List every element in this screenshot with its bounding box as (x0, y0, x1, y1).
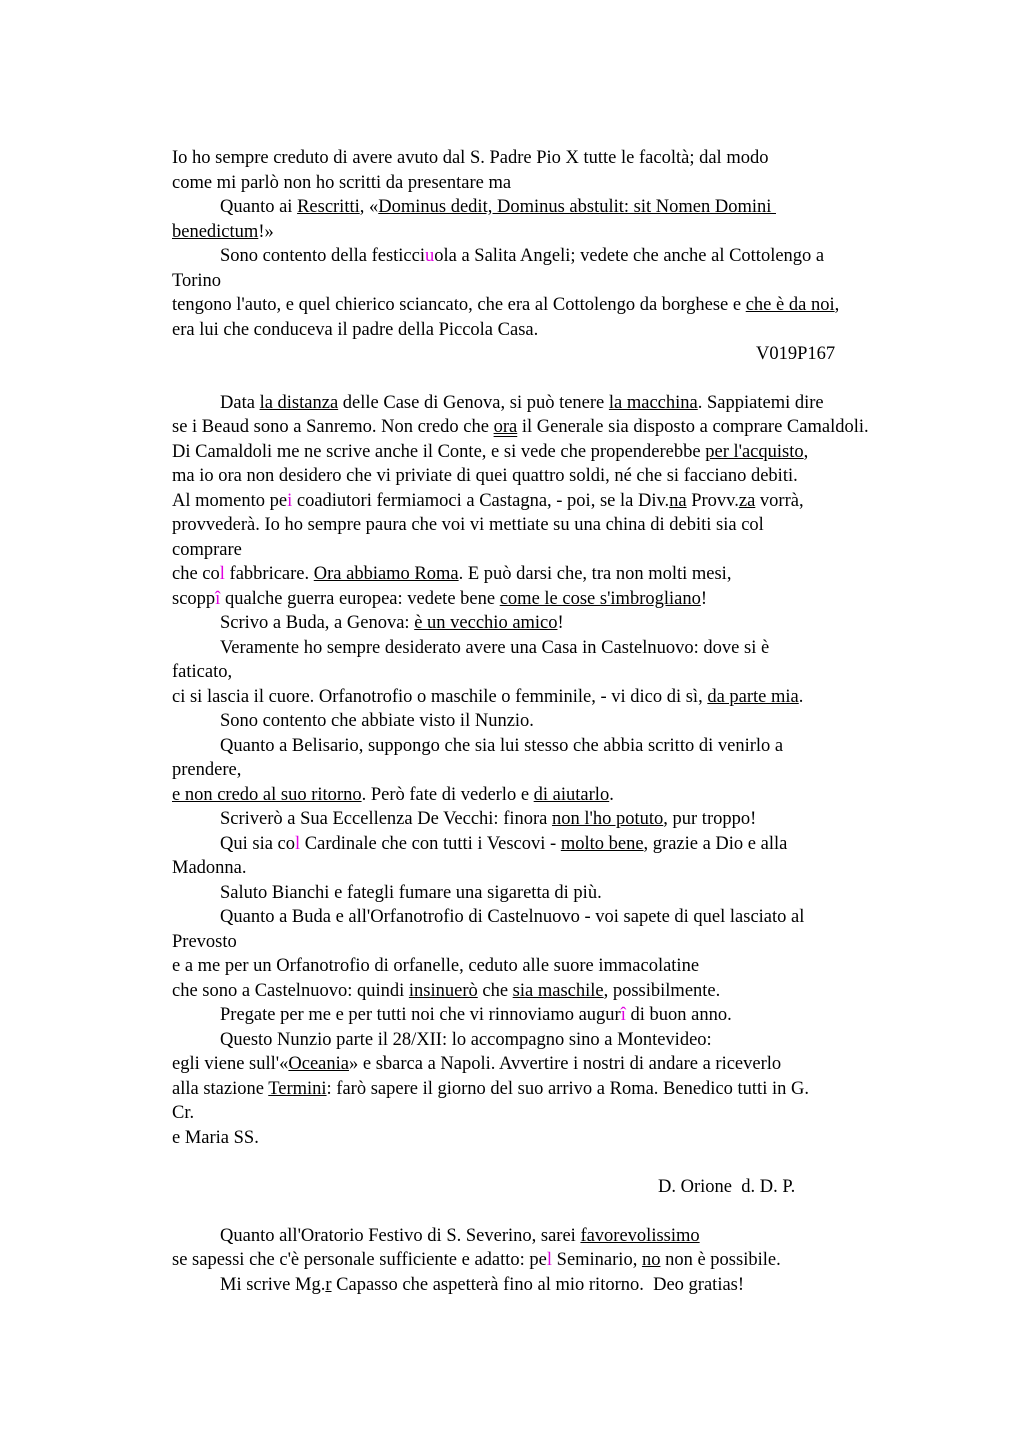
text-line (172, 1077, 809, 1102)
text-line (220, 1224, 700, 1249)
underlined-text: è un vecchio amico (414, 613, 558, 633)
text-line (172, 318, 538, 343)
text-run: , grazie a Dio e alla (643, 834, 788, 854)
highlighted-letter: î (620, 1005, 626, 1025)
underlined-text: Rescritti (297, 197, 360, 217)
text-line (172, 269, 221, 294)
text-line (172, 171, 511, 196)
underlined-text: insinuerò (408, 981, 478, 1001)
text-run: Quanto a Buda e all'Orfanotrofio di Castelnuovo - voi sapete di quel lasciato al (220, 907, 805, 927)
text-run: ci si lascia il cuore. Orfanotrofio o maschile o femminile, - vi dico di sì, (172, 687, 708, 707)
text-run: non è possibile. (660, 1250, 781, 1270)
highlighted-letter: l (546, 1250, 553, 1270)
text-run: : farò sapere il giorno del suo arrivo a Roma. Benedico tutti in G. (326, 1079, 809, 1099)
text-run: di buon anno. (625, 1005, 732, 1025)
underlined-text: non l'ho potuto (552, 809, 664, 829)
text-line (172, 293, 839, 318)
text-run: Cr. (172, 1103, 195, 1123)
text-run: Seminario, (552, 1250, 642, 1270)
underlined-text: Dominus dedit, Dominus abstulit: sit Nomen Domini (378, 197, 776, 217)
text-run: Cardinale che con tutti i Vescovi - (300, 834, 561, 854)
text-line (172, 1101, 194, 1126)
text-line (172, 415, 869, 440)
text-line (220, 881, 602, 906)
text-run: se i Beaud sono a Sanremo. Non credo che (172, 417, 494, 437)
text-run: qualche guerra europea: vedete bene (220, 589, 500, 609)
text-run: . Però fate di vederlo e (361, 785, 534, 805)
text-run: prendere, (172, 760, 242, 780)
text-line (172, 758, 241, 783)
text-run: che (477, 981, 513, 1001)
text-run: » e sbarca a Napoli. Avvertire i nostri di andare a riceverlo (348, 1054, 782, 1074)
text-run: il Generale sia disposto a comprare Camaldoli. (517, 417, 869, 437)
text-run: Prevosto (172, 932, 237, 952)
text-line (172, 1248, 781, 1273)
text-line (220, 1003, 732, 1028)
highlighted-letter: u (424, 246, 435, 266)
underlined-text: la macchina (608, 393, 698, 413)
text-run: coadiutori fermiamoci a Castagna, - poi, se la Div. (292, 491, 670, 511)
text-line (172, 783, 614, 808)
underlined-text: no (641, 1250, 661, 1270)
text-run: Pregate per me e per tutti noi che vi rinnoviamo augur (220, 1005, 621, 1025)
text-run: , possibilmente. (603, 981, 721, 1001)
text-run: faticato, (172, 662, 233, 682)
text-run: Scrivo a Buda, a Genova: (220, 613, 415, 633)
text-run: . Sappiatemi dire (697, 393, 824, 413)
text-line (172, 954, 699, 979)
text-run: . E può darsi che, tra non molti mesi, (458, 564, 732, 584)
text-line (172, 513, 764, 538)
text-run: Torino (172, 271, 222, 291)
text-run: se sapessi che c'è personale sufficiente e adatto: pe (172, 1250, 547, 1270)
text-run: Sono contento della festicci (220, 246, 425, 266)
text-line (172, 146, 768, 171)
text-line (172, 538, 242, 563)
highlighted-letter: î (215, 589, 221, 609)
text-line (220, 734, 783, 759)
text-run: che co (172, 564, 220, 584)
text-run: Mi scrive Mg. (220, 1275, 326, 1295)
underlined-text: come le cose s'imbrogliano (499, 589, 701, 609)
text-line (172, 660, 232, 685)
text-run: Quanto ai (220, 197, 298, 217)
text-line (220, 195, 776, 220)
text-line (172, 464, 798, 489)
underlined-text: la distanza (259, 393, 339, 413)
underlined-text: Ora abbiamo Roma (313, 564, 459, 584)
text-run: Qui sia co (220, 834, 296, 854)
text-run: . (609, 785, 614, 805)
text-line (172, 587, 707, 612)
text-run: come mi parlò non ho scritti da presentare ma (172, 173, 512, 193)
text-run: Data (220, 393, 260, 413)
text-line (172, 856, 247, 881)
text-line (220, 611, 564, 636)
text-run: Al momento pe (172, 491, 288, 511)
highlighted-letter: l (219, 564, 225, 584)
underlined-text: e non credo al suo ritorno (172, 785, 362, 805)
text-run: ola a Salita Angeli; vedete che anche al Cottolengo a (434, 246, 825, 266)
text-run: Sono contento che abbiate visto il Nunzio. (220, 711, 534, 731)
text-run: Questo Nunzio parte il 28/XII: lo accompagno sino a Montevideo: (220, 1030, 712, 1050)
underlined-text: sia maschile (512, 981, 604, 1001)
underlined-text: che è da noi (745, 295, 835, 315)
text-run: tengono l'auto, e quel chierico sciancato, che era al Cottolengo da borghese e (172, 295, 746, 315)
text-run: e Maria SS. (172, 1128, 259, 1148)
text-run: Quanto a Belisario, suppongo che sia lui stesso che abbia scritto di venirlo a (220, 736, 784, 756)
text-line (172, 1052, 781, 1077)
text-run: fabbricare. (224, 564, 314, 584)
text-run: e a me per un Orfanotrofio di orfanelle, ceduto alle suore immacolatine (172, 956, 700, 976)
text-run: Capasso che aspetterà fino al mio ritorno. Deo gratias! (331, 1275, 745, 1295)
underlined-text: Termini (268, 1079, 327, 1099)
underlined-text: benedictum (172, 222, 259, 242)
text-run: ma io ora non desidero che vi priviate di quei quattro soldi, né che si facciano debiti. (172, 466, 798, 486)
underlined-text: da parte mia (707, 687, 799, 707)
underlined-text: di aiutarlo (533, 785, 610, 805)
text-line (172, 220, 274, 245)
underlined-text: za (738, 491, 756, 511)
signature: D. Orione d. D. P. (658, 1177, 796, 1197)
text-line (220, 244, 824, 269)
text-run: , (834, 295, 840, 315)
text-line (220, 807, 756, 832)
text-line (172, 562, 731, 587)
text-run: era lui che conduceva il padre della Piccola Casa. (172, 320, 539, 340)
highlighted-letter: i (287, 491, 293, 511)
text-run: scopp (172, 589, 216, 609)
text-run: , (803, 442, 809, 462)
underlined-text: per l'acquisto (705, 442, 804, 462)
text-line (172, 979, 720, 1004)
text-run: delle Case di Genova, si può tenere (338, 393, 609, 413)
underlined-text: r (325, 1275, 332, 1295)
text-run: Madonna. (172, 858, 247, 878)
text-run: alla stazione (172, 1079, 269, 1099)
text-run: Saluto Bianchi e fategli fumare una sigaretta di più. (220, 883, 602, 903)
text-line (172, 440, 808, 465)
text-line (220, 832, 787, 857)
text-line (220, 1028, 712, 1053)
text-run: Veramente ho sempre desiderato avere una Casa in Castelnuovo: dove si è (220, 638, 770, 658)
underlined-text: favorevolissimo (580, 1226, 700, 1246)
underlined-text: ora (493, 417, 518, 437)
text-run: Scriverò a Sua Eccellenza De Vecchi: finora (220, 809, 552, 829)
text-run: ! (700, 589, 708, 609)
text-run: provvederà. Io ho sempre paura che voi vi mettiate su una china di debiti sia col (172, 515, 764, 535)
text-run: , pur troppo! (663, 809, 757, 829)
text-run: ! (557, 613, 564, 633)
page-reference: V019P167 (756, 344, 836, 364)
underlined-text: na (669, 491, 687, 511)
text-run: comprare (172, 540, 242, 560)
text-run: , « (359, 197, 379, 217)
text-line (172, 489, 804, 514)
text-run: egli viene sull'« (172, 1054, 289, 1074)
text-run: Provv. (686, 491, 739, 511)
text-line (220, 905, 804, 930)
text-run: !» (258, 222, 274, 242)
text-run: Di Camaldoli me ne scrive anche il Conte, e si vede che propenderebbe (172, 442, 706, 462)
text-line (220, 636, 769, 661)
text-run: Io ho sempre creduto di avere avuto dal S. Padre Pio X tutte le facoltà; dal modo (172, 148, 769, 168)
text-line (220, 709, 534, 734)
text-run: . (798, 687, 804, 707)
text-line (220, 1273, 744, 1298)
text-line (172, 685, 803, 710)
text-line (172, 930, 237, 955)
text-run: che sono a Castelnuovo: quindi (172, 981, 409, 1001)
underlined-text: molto bene (560, 834, 644, 854)
text-run: vorrà, (755, 491, 804, 511)
text-line (172, 1126, 259, 1151)
text-line (220, 391, 824, 416)
text-run: Quanto all'Oratorio Festivo di S. Severino, sarei (220, 1226, 581, 1246)
highlighted-letter: l (295, 834, 301, 854)
underlined-text: Oceania (288, 1054, 349, 1074)
